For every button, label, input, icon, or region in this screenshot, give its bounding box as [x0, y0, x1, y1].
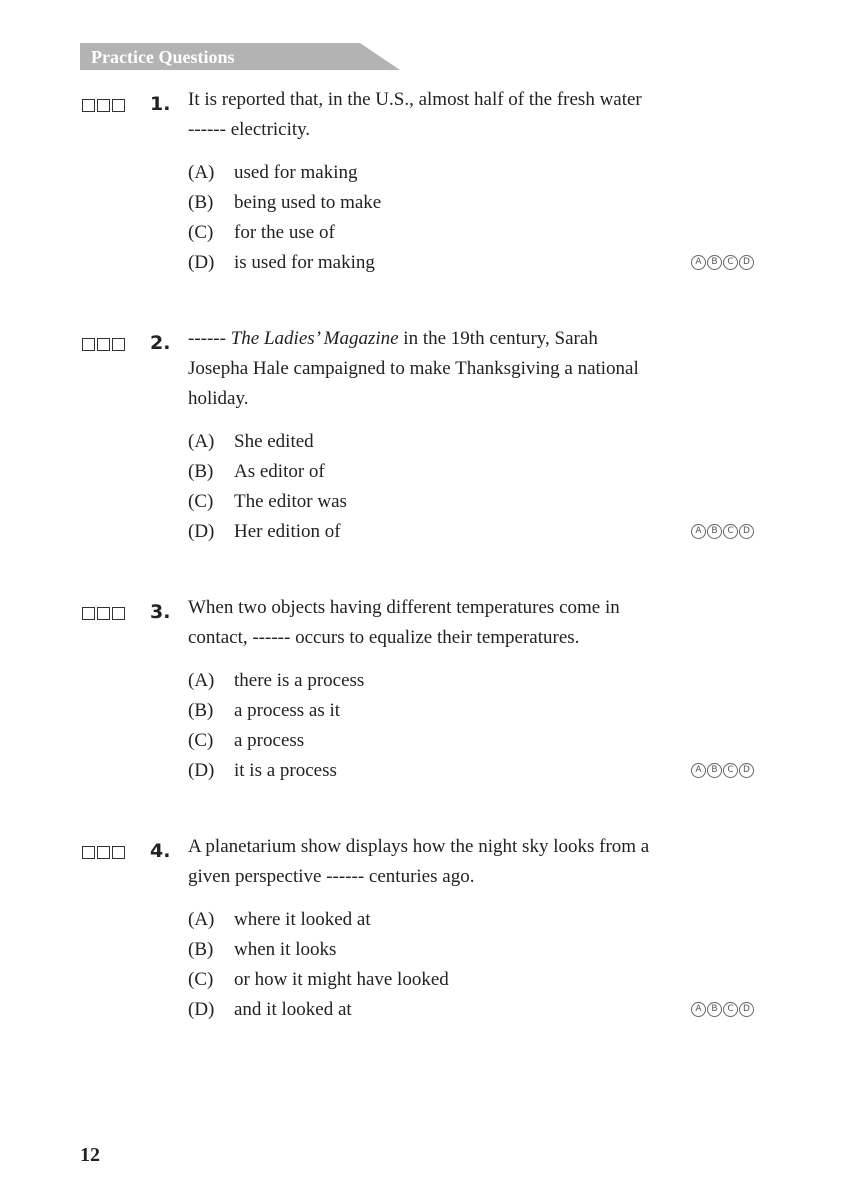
choice-text: As editor of [234, 461, 325, 482]
bubble-d[interactable]: D [739, 524, 754, 539]
answer-bubbles [691, 1002, 754, 1017]
choice-letter: (B) [188, 461, 214, 482]
choice-text: where it looked at [234, 909, 371, 930]
bubble-d[interactable]: D [739, 255, 754, 270]
choice-a[interactable] [188, 666, 754, 696]
choice-text: or how it might have looked [234, 969, 449, 990]
choice-letter: (B) [188, 700, 214, 721]
bubble-b[interactable]: B [707, 1002, 722, 1017]
review-checkbox[interactable] [112, 846, 125, 859]
choice-b[interactable] [188, 457, 754, 487]
choice-text: Her edition of [234, 521, 341, 542]
bubble-b[interactable]: B [707, 524, 722, 539]
choice-a[interactable] [188, 427, 754, 457]
choice-text: a process [234, 730, 305, 751]
choice-text: being used to make [234, 192, 382, 213]
choice-letter: (B) [188, 939, 214, 960]
choice-letter: (C) [188, 222, 214, 243]
choice-letter: (A) [188, 431, 215, 452]
stem-line: given perspective ------ centuries ago. [188, 866, 475, 887]
bubble-a[interactable]: A [691, 524, 706, 539]
choice-letter: (B) [188, 192, 214, 213]
question-number: 2. [150, 332, 171, 354]
choice-text: it is a process [234, 760, 337, 781]
bubble-c[interactable]: C [723, 1002, 738, 1017]
review-checkbox[interactable] [82, 607, 95, 620]
review-checkbox[interactable] [97, 607, 110, 620]
choice-text: for the use of [234, 222, 335, 243]
bubble-c[interactable]: C [723, 763, 738, 778]
bubble-d[interactable]: D [739, 763, 754, 778]
review-checkbox[interactable] [97, 338, 110, 351]
choice-letter: (D) [188, 521, 215, 542]
magazine-title: The Ladies’ Magazine [230, 328, 399, 349]
choice-letter: (A) [188, 162, 215, 183]
choice-c[interactable] [188, 965, 754, 995]
choice-b[interactable] [188, 935, 754, 965]
choice-letter: (A) [188, 909, 215, 930]
stem-line: A planetarium show displays how the night sky looks from a [188, 836, 650, 857]
question-stem [188, 832, 754, 892]
answer-choices [188, 427, 754, 547]
review-checkboxes [82, 607, 125, 620]
stem-line: When two objects having different temperatures come in [188, 597, 620, 618]
choice-text: a process as it [234, 700, 341, 721]
choice-text: when it looks [234, 939, 337, 960]
choice-text: and it looked at [234, 999, 352, 1020]
answer-bubbles [691, 524, 754, 539]
review-checkbox[interactable] [112, 338, 125, 351]
choice-text: The editor was [234, 491, 347, 512]
question-number: 1. [150, 93, 171, 115]
review-checkbox[interactable] [97, 846, 110, 859]
choice-b[interactable] [188, 696, 754, 726]
bubble-b[interactable]: B [707, 763, 722, 778]
review-checkbox[interactable] [97, 99, 110, 112]
choice-text: used for making [234, 162, 358, 183]
choice-d[interactable] [188, 756, 754, 786]
review-checkbox[interactable] [82, 338, 95, 351]
choice-letter: (C) [188, 730, 214, 751]
question-stem [188, 85, 754, 145]
choice-letter: (A) [188, 670, 215, 691]
choice-letter: (D) [188, 252, 215, 273]
bubble-c[interactable]: C [723, 524, 738, 539]
choice-b[interactable] [188, 188, 754, 218]
stem-line: Josepha Hale campaigned to make Thanksgiving a national [188, 358, 639, 379]
review-checkbox[interactable] [112, 99, 125, 112]
stem-line: It is reported that, in the U.S., almost half of the fresh water [188, 89, 642, 110]
stem-line [188, 324, 754, 354]
choice-d[interactable] [188, 517, 754, 547]
question-stem [188, 593, 754, 653]
choice-c[interactable] [188, 218, 754, 248]
answer-bubbles [691, 255, 754, 270]
review-checkboxes [82, 846, 125, 859]
review-checkbox[interactable] [112, 607, 125, 620]
bubble-a[interactable]: A [691, 255, 706, 270]
bubble-c[interactable]: C [723, 255, 738, 270]
stem-line: holiday. [188, 388, 249, 409]
answer-bubbles [691, 763, 754, 778]
choice-d[interactable] [188, 248, 754, 278]
bubble-a[interactable]: A [691, 1002, 706, 1017]
choice-text: there is a process [234, 670, 365, 691]
question-stem [188, 324, 754, 414]
review-checkboxes [82, 99, 125, 112]
bubble-b[interactable]: B [707, 255, 722, 270]
question-number: 3. [150, 601, 171, 623]
bubble-a[interactable]: A [691, 763, 706, 778]
choice-text: She edited [234, 431, 314, 452]
stem-line: ------ electricity. [188, 119, 311, 140]
choice-c[interactable] [188, 726, 754, 756]
question-number: 4. [150, 840, 171, 862]
choice-letter: (D) [188, 760, 215, 781]
choice-c[interactable] [188, 487, 754, 517]
review-checkbox[interactable] [82, 99, 95, 112]
choice-text: is used for making [234, 252, 375, 273]
review-checkboxes [82, 338, 125, 351]
choice-a[interactable] [188, 158, 754, 188]
section-title: Practice Questions [91, 47, 235, 67]
stem-line: contact, ------ occurs to equalize their temperatures. [188, 627, 580, 648]
choice-letter: (C) [188, 969, 214, 990]
choice-letter: (C) [188, 491, 214, 512]
choice-a[interactable] [188, 905, 754, 935]
choice-d[interactable] [188, 995, 754, 1025]
stem-text: in the 19th century, Sarah [398, 328, 598, 349]
review-checkbox[interactable] [82, 846, 95, 859]
choice-letter: (D) [188, 999, 215, 1020]
page-number: 12 [80, 1144, 100, 1166]
answer-choices [188, 905, 754, 1025]
bubble-d[interactable]: D [739, 1002, 754, 1017]
stem-blank: ------ [188, 328, 231, 349]
answer-choices [188, 158, 754, 278]
answer-choices [188, 666, 754, 786]
